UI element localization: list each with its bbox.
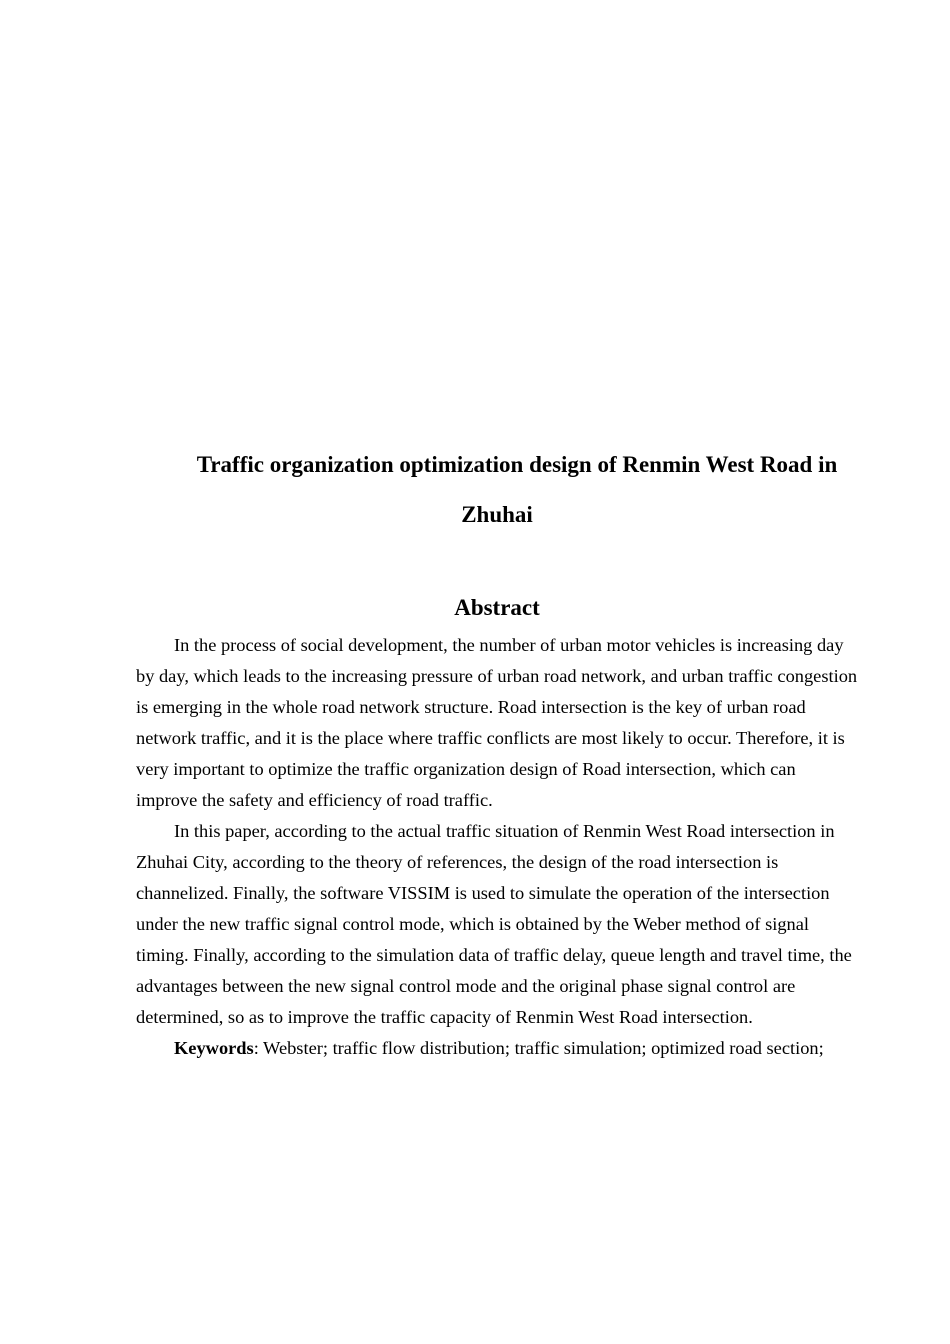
paper-title-line-1: Traffic organization optimization design of Renmin West Road in <box>196 452 838 477</box>
keywords-label: Keywords <box>174 1038 254 1058</box>
abstract-paragraph-1: In the process of social development, the number of urban motor vehicles is increasing day by day, which leads to the increasing pressure of urban road network, and urban traffic congestion is emerging in the whole road network structure. Road intersection is the key of urban road network traffic, and it is the place where traffic conflicts are most likely to occur. Therefore, it is very important to optimize the traffic organization design of Road intersection, which can improve the safety and efficiency of road traffic. <box>136 635 858 810</box>
abstract-heading: Abstract <box>454 595 540 620</box>
keywords-line <box>136 1033 860 1064</box>
abstract-body <box>136 630 860 1064</box>
keywords-text: : Webster; traffic flow distribution; traffic simulation; optimized road section; <box>253 1038 824 1058</box>
paper-title-line-2: Zhuhai <box>461 502 533 527</box>
paper-title <box>136 440 858 540</box>
abstract-paragraph-2: In this paper, according to the actual traffic situation of Renmin West Road intersection in Zhuhai City, according to the theory of references, the design of the road intersection is channelized. Finally, the software VISSIM is used to simulate the operation of the intersection under the new traffic signal control mode, which is obtained by the Weber method of signal timing. Finally, according to the simulation data of traffic delay, queue length and travel time, the advantages between the new signal control mode and the original phase signal control are determined, so as to improve the traffic capacity of Renmin West Road intersection. <box>136 821 852 1027</box>
